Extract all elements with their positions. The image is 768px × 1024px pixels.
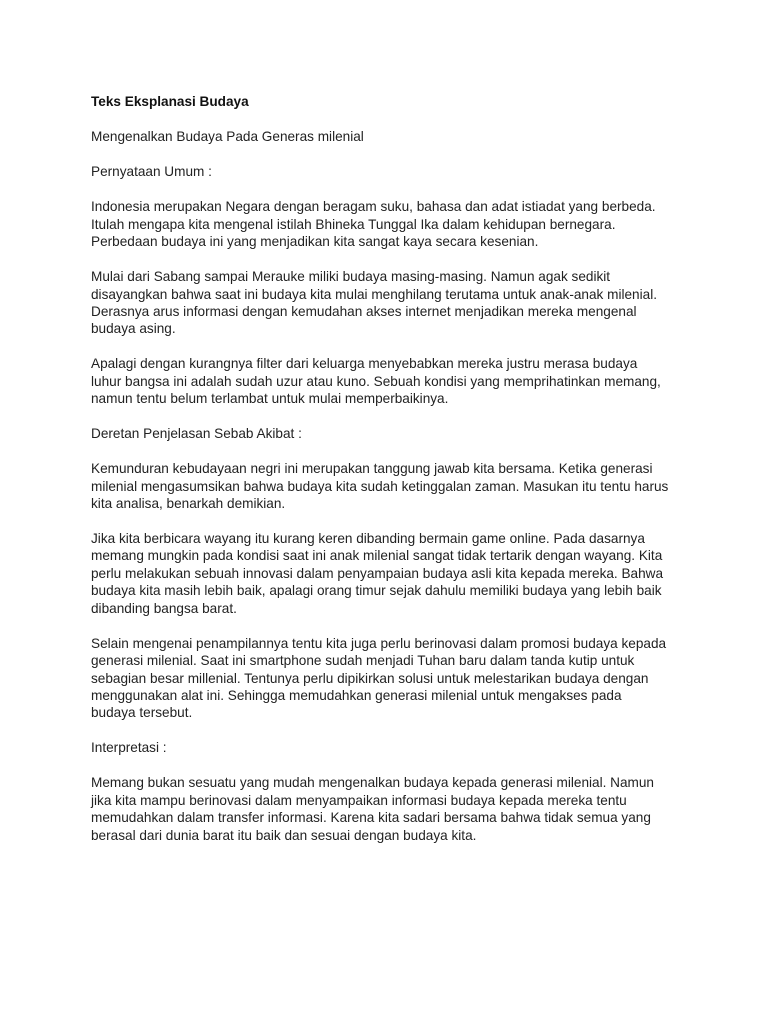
text-line: berasal dari dunia barat itu baik dan sesuai dengan budaya kita.	[91, 827, 477, 843]
document-page	[91, 93, 691, 862]
document-title: Teks Eksplanasi Budaya	[91, 94, 249, 109]
text-line: generasi milenial. Saat ini smartphone sudah menjadi Tuhan baru dalam tanda kutip untuk	[91, 653, 635, 669]
text-line: memudahkan dalam transfer informasi. Karena kita sadari bersama bahwa tidak semua yang	[91, 810, 651, 826]
text-line: sebagian besar millenial. Tentunya perlu dipikirkan solusi untuk melestarikan budaya dengan	[91, 670, 649, 686]
text-line: Derasnya arus informasi dengan kemudahan akses internet menjadikan mereka mengenal	[91, 304, 637, 320]
paragraph	[91, 635, 691, 722]
text-line: Kemunduran kebudayaan negri ini merupakan tanggung jawab kita bersama. Ketika generasi	[91, 461, 653, 477]
paragraph	[91, 530, 691, 617]
text-line: Mulai dari Sabang sampai Merauke miliki budaya masing-masing. Namun agak sedikit	[91, 269, 611, 285]
paragraph	[91, 774, 691, 844]
text-line: Selain mengenai penampilannya tentu kita juga perlu berinovasi dalam promosi budaya kepada	[91, 635, 667, 651]
text-line: Mengenalkan Budaya Pada Generas milenial	[91, 129, 364, 145]
text-line: Memang bukan sesuatu yang mudah mengenalkan budaya kepada generasi milenial. Namun	[91, 775, 654, 791]
text-line: jika kita mampu berinovasi dalam menyampaikan informasi budaya kepada mereka tentu	[91, 792, 627, 808]
text-line: budaya asing.	[91, 321, 176, 337]
paragraph	[91, 198, 691, 250]
text-line: Indonesia merupakan Negara dengan beragam suku, bahasa dan adat istiadat yang berbeda.	[91, 199, 656, 215]
paragraph	[91, 460, 691, 512]
paragraph	[91, 268, 691, 338]
text-line: memang mungkin pada kondisi saat ini anak milenial sangat tidak tertarik dengan wayang. Kita	[91, 548, 663, 564]
text-line: milenial mengasumsikan bahwa budaya kita sudah ketinggalan zaman. Masukan itu tentu harus	[91, 478, 669, 494]
text-line: Itulah mengapa kita mengenal istilah Bhineka Tunggal Ika dalam kehidupan bernegara.	[91, 216, 616, 232]
paragraph	[91, 739, 691, 756]
paragraph	[91, 128, 691, 145]
text-line: perlu melakukan sebuah innovasi dalam penyampaian budaya asli kita kepada mereka. Bahwa	[91, 565, 664, 581]
text-line: disayangkan bahwa saat ini budaya kita mulai menghilang terutama untuk anak-anak milenial.	[91, 286, 657, 302]
text-line: Jika kita berbicara wayang itu kurang keren dibanding bermain game online. Pada dasarnya	[91, 531, 645, 547]
text-line: kita analisa, benarkah demikian.	[91, 496, 286, 512]
text-line: Interpretasi :	[91, 740, 167, 756]
text-line: budaya tersebut.	[91, 705, 193, 721]
paragraph	[91, 425, 691, 442]
document-body	[91, 128, 691, 844]
text-line: dibanding bangsa barat.	[91, 600, 237, 616]
text-line: Deretan Penjelasan Sebab Akibat :	[91, 426, 302, 442]
text-line: budaya kita masih lebih baik, apalagi orang timur sejak dahulu memiliki budaya yang lebih baik	[91, 583, 662, 599]
text-line: menggunakan alat ini. Sehingga memudahkan generasi milenial untuk mengakses pada	[91, 687, 622, 703]
text-line: Pernyataan Umum :	[91, 164, 212, 180]
paragraph	[91, 163, 691, 180]
paragraph	[91, 355, 691, 407]
text-line: namun tentu belum terlambat untuk mulai memperbaikinya.	[91, 391, 449, 407]
text-line: luhur bangsa ini adalah sudah uzur atau kuno. Sebuah kondisi yang memprihatinkan memang,	[91, 373, 661, 389]
text-line: Apalagi dengan kurangnya filter dari keluarga menyebabkan mereka justru merasa budaya	[91, 356, 638, 372]
text-line: Perbedaan budaya ini yang menjadikan kita sangat kaya secara kesenian.	[91, 234, 539, 250]
